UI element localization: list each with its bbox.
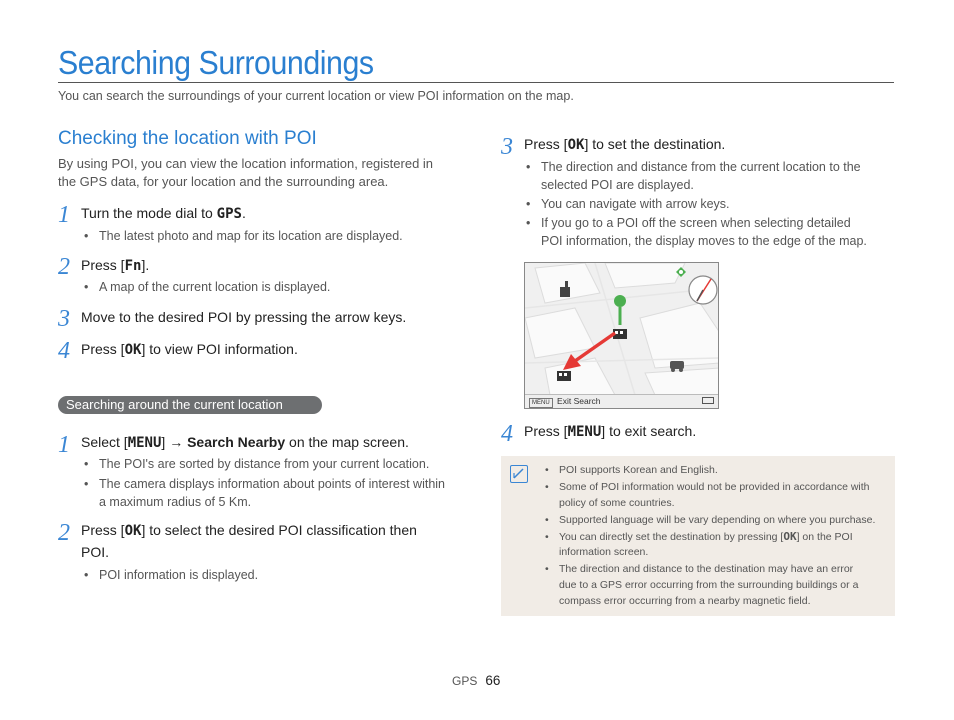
step-number: 1 xyxy=(58,432,70,458)
step-text: Turn the mode dial to xyxy=(81,205,217,221)
note-item-cont: due to a GPS error occurring from the surrounding buildings or a xyxy=(559,579,859,591)
section-desc-line2: the GPS data, for your location and the surrounding area. xyxy=(58,174,389,189)
page-title: Searching Surroundings xyxy=(58,44,374,81)
step-c3-bullet-cont: POI information, the display moves to the edge of the map. xyxy=(541,234,867,248)
step-number: 2 xyxy=(58,254,70,280)
title-divider xyxy=(58,82,894,83)
step-a4 xyxy=(81,339,298,361)
step-text: Press [ xyxy=(81,341,125,357)
ok-key: OK xyxy=(124,523,142,539)
step-number: 2 xyxy=(58,520,70,546)
note-item: • Supported language will be vary depending on where you purchase. xyxy=(545,512,875,528)
step-number: 3 xyxy=(501,134,513,160)
step-c4 xyxy=(524,421,696,443)
note-item: • The direction and distance to the destination may have an error xyxy=(545,561,853,577)
note-item: • Some of POI information would not be provided in accordance with xyxy=(545,479,870,495)
step-text: Press [ xyxy=(524,136,568,152)
step-b2-line2: POI. xyxy=(81,544,110,560)
step-b1 xyxy=(81,432,409,454)
step-a1 xyxy=(81,203,246,225)
footer-section: GPS xyxy=(452,674,478,688)
note-pencil-icon xyxy=(510,465,528,483)
battery-icon xyxy=(702,397,714,404)
step-c3-bullet: • If you go to a POI off the screen when selecting detailed xyxy=(526,214,851,232)
step-number: 1 xyxy=(58,202,70,228)
ok-key: OK xyxy=(124,342,142,358)
subsection-label: Searching around the current location xyxy=(58,396,322,414)
step-text: ] to view POI information. xyxy=(141,341,298,357)
step-c3-bullet: • You can navigate with arrow keys. xyxy=(526,195,730,213)
step-c3-bullet-cont: selected POI are displayed. xyxy=(541,178,694,192)
intro-text: You can search the surroundings of your current location or view POI information on the map. xyxy=(58,89,574,103)
menu-button-icon: MENU xyxy=(529,398,553,408)
step-b1-bullet-cont: a maximum radius of 5 Km. xyxy=(99,495,252,509)
step-text: ] → xyxy=(161,434,188,450)
menu-key: MENU xyxy=(127,435,162,451)
page-footer xyxy=(452,673,500,688)
step-text: ] to select the desired POI classification then xyxy=(141,522,417,538)
note-item: • POI supports Korean and English. xyxy=(545,462,718,478)
step-b2-bullet: • POI information is displayed. xyxy=(84,566,258,584)
page-number: 66 xyxy=(485,673,501,688)
step-number: 4 xyxy=(58,338,70,364)
note-item-cont: information screen. xyxy=(559,546,649,558)
ok-key: OK xyxy=(783,530,797,543)
note-text: You can directly set the destination by pressing [ xyxy=(559,531,784,543)
step-text: ] to set the destination. xyxy=(584,136,726,152)
poi-building-icon xyxy=(557,371,571,381)
step-text: . xyxy=(241,205,246,221)
ok-key: OK xyxy=(567,137,585,153)
camera-map-screen xyxy=(524,262,719,409)
note-text: ] on the POI xyxy=(796,531,853,543)
note-item-cont: compass error occurring from a nearby magnetic field. xyxy=(559,595,811,607)
step-c3-bullet: • The direction and distance from the current location to the xyxy=(526,158,861,176)
step-text: on the map screen. xyxy=(285,434,409,450)
fn-key: Fn xyxy=(124,258,142,274)
note-item-cont: policy of some countries. xyxy=(559,497,675,509)
menu-key: MENU xyxy=(567,424,602,440)
search-nearby-label: Search Nearby xyxy=(187,434,286,450)
step-text: Select [ xyxy=(81,434,128,450)
step-text: ] to exit search. xyxy=(601,423,697,439)
step-b1-bullet: • The camera displays information about points of interest within xyxy=(84,475,445,493)
step-b1-bullet: • The POI's are sorted by distance from your current location. xyxy=(84,455,429,473)
step-text: Press [ xyxy=(81,257,125,273)
step-a1-bullet: • The latest photo and map for its location are displayed. xyxy=(84,227,403,245)
step-number: 4 xyxy=(501,421,513,447)
screen-status-bar xyxy=(525,394,718,408)
step-b2 xyxy=(81,520,417,542)
exit-search-label: Exit Search xyxy=(557,396,601,406)
step-text: Press [ xyxy=(524,423,568,439)
step-c3 xyxy=(524,134,725,156)
compass-icon xyxy=(689,276,717,304)
step-a3: Move to the desired POI by pressing the arrow keys. xyxy=(81,309,407,325)
step-a2 xyxy=(81,255,149,277)
section-heading: Checking the location with POI xyxy=(58,128,317,149)
map-illustration xyxy=(525,263,719,395)
note-item xyxy=(545,529,853,545)
step-text: Press [ xyxy=(81,522,125,538)
step-number: 3 xyxy=(58,306,70,332)
section-desc-line1: By using POI, you can view the location information, registered in xyxy=(58,156,434,171)
step-text: ]. xyxy=(141,257,150,273)
gps-key: GPS xyxy=(216,206,242,222)
step-a2-bullet: • A map of the current location is displayed. xyxy=(84,278,330,296)
